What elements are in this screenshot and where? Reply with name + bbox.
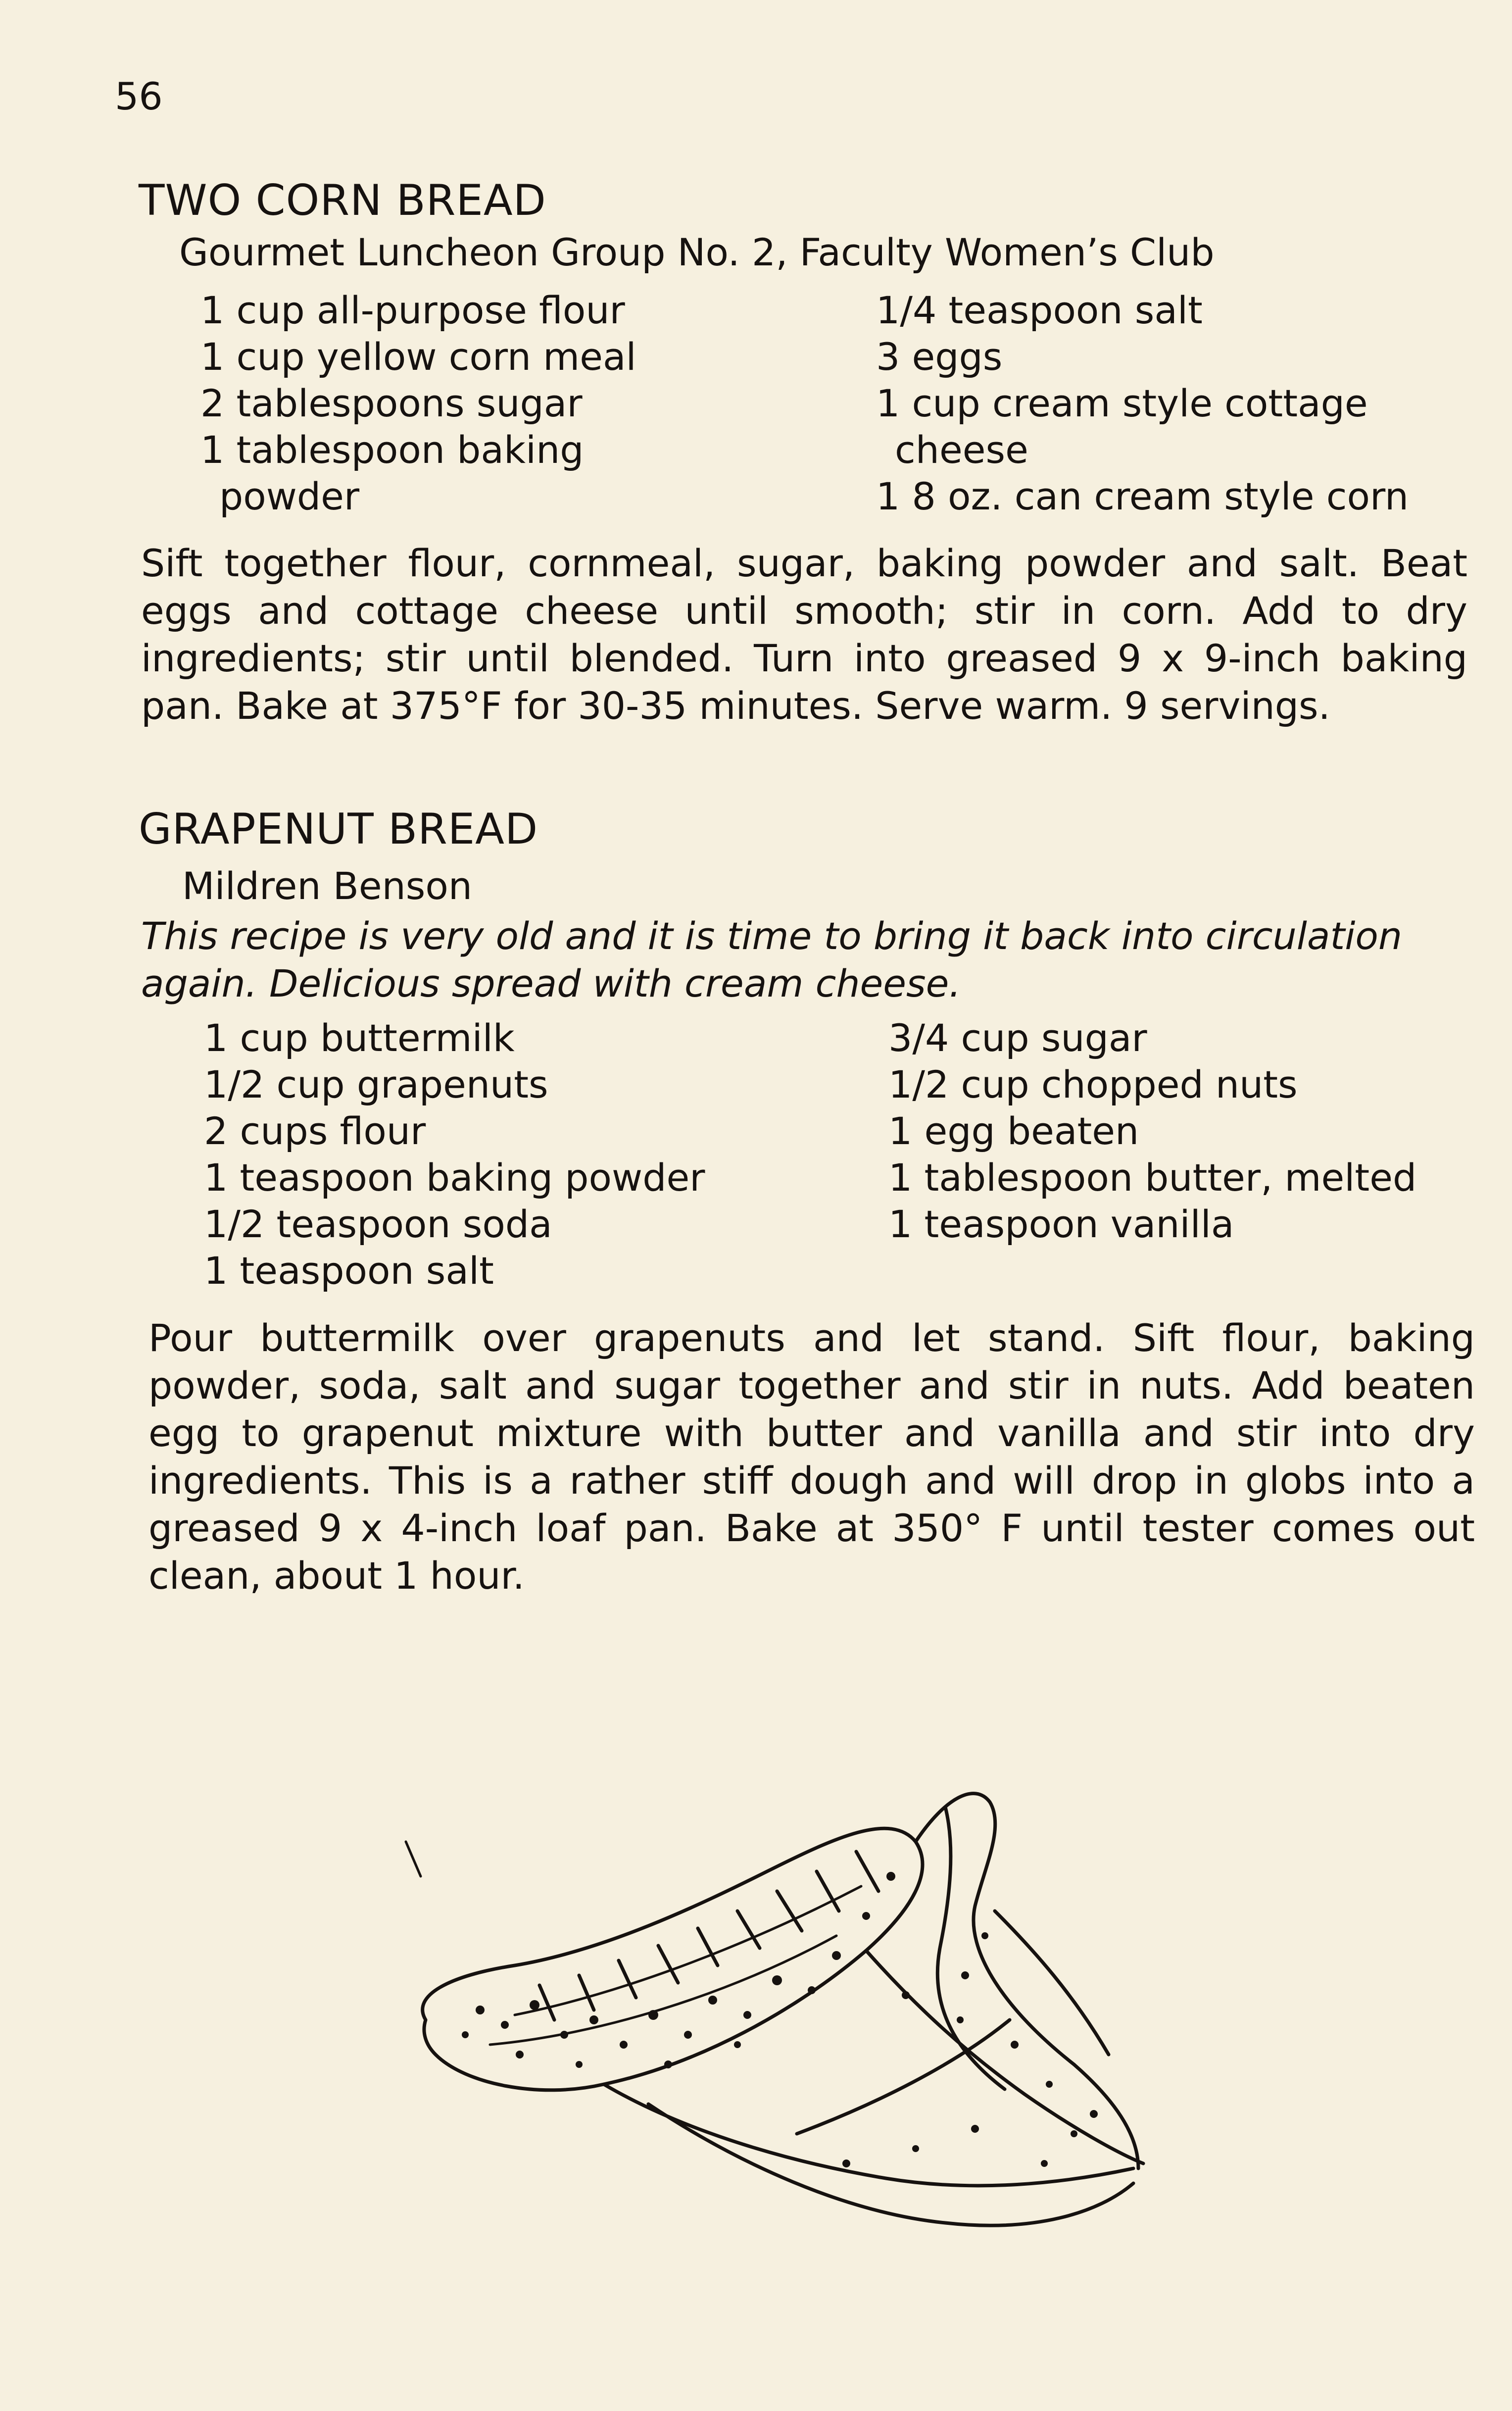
recipe-title-grapenut-bread: GRAPENUT BREAD [139,804,538,854]
recipe-note: This recipe is very old and it is time to bring it back into circulation again. Delicious spread with cream cheese. [141,914,1403,1005]
ingredient-line: 3/4 cup sugar [888,1016,1147,1060]
ingredients-left-column [200,287,636,520]
ingredient-line: 1 cup yellow corn meal [200,335,636,379]
ingredient-line: 1 8 oz. can cream style corn [876,474,1409,518]
ingredient-line: 1 tablespoon butter, melted [888,1155,1417,1200]
ear-of-corn-drawing [391,1787,1361,2302]
ingredient-line: cheese [895,428,1028,472]
ingredients-right-column [888,1015,1416,1248]
ingredient-line: 1 teaspoon salt [204,1249,494,1293]
ingredient-line: powder [219,474,360,518]
recipe-source: Mildren Benson [182,864,473,908]
ingredient-line: 1/2 cup grapenuts [204,1062,548,1106]
ingredient-line: 1/4 teaspoon salt [876,288,1203,332]
recipe-title-two-corn-bread: TWO CORN BREAD [139,176,546,225]
ingredient-line: 2 cups flour [204,1109,426,1153]
recipe-source: Gourmet Luncheon Group No. 2, Faculty Women’s Club [179,230,1215,274]
page-number: 56 [115,74,163,118]
ingredient-line: 1 tablespoon baking [200,428,584,472]
ingredient-line: 1 teaspoon vanilla [888,1202,1234,1246]
ingredients-right-column [876,287,1409,520]
ingredient-line: 1/2 teaspoon soda [204,1202,552,1246]
ingredient-line: 3 eggs [876,335,1003,379]
ingredient-line: 1 egg beaten [888,1109,1139,1153]
ingredient-line: 1/2 cup chopped nuts [888,1062,1298,1106]
recipe-directions: Sift together flour, cornmeal, sugar, baking powder and salt. Beat eggs and cottage cheese until smooth; stir in corn. Add to dry ingredients; stir until blended. Turn into greased 9 x 9-inch baking pan. Bake at 375°F for 30-35 minutes. Serve warm. 9 servings. [141,541,1467,728]
ingredient-line: 1 cup cream style cottage [876,381,1368,425]
ingredients-left-column [204,1015,705,1294]
ingredient-line: 1 cup buttermilk [204,1016,515,1060]
ingredient-line: 1 cup all-purpose flour [200,288,625,332]
ingredient-line: 2 tablespoons sugar [200,381,583,425]
ingredient-line: 1 teaspoon baking powder [204,1155,705,1200]
recipe-directions: Pour buttermilk over grapenuts and let stand. Sift flour, baking powder, soda, salt and sugar together and stir in nuts. Add beaten egg to grapenut mixture with butter and vanilla and stir into dry ingredients. This is a rather stiff dough and will drop in globs into a greased 9 x 4-inch loaf pan. Bake at 350° F until tester comes out clean, about 1 hour. [148,1316,1475,1598]
